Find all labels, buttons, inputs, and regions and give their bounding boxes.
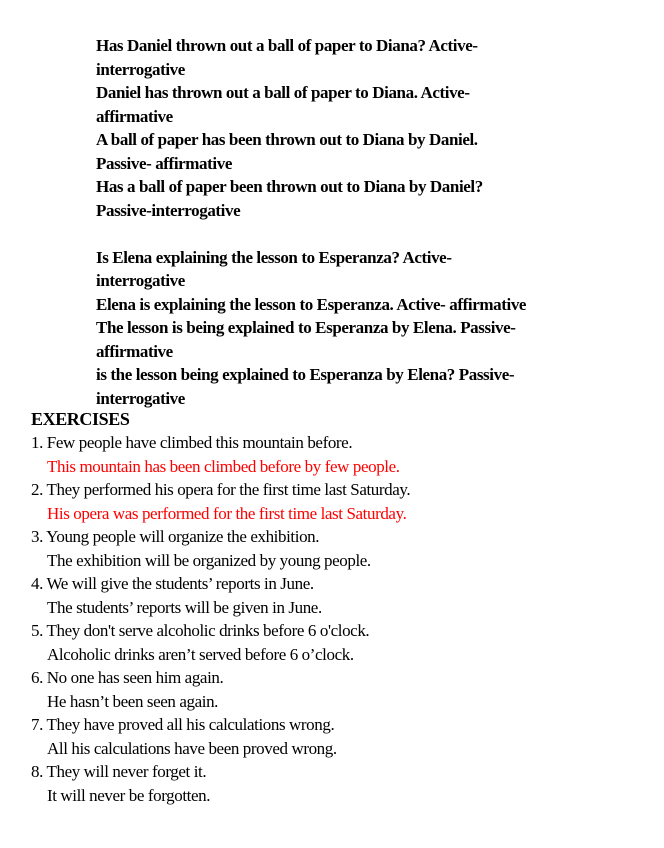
- example-line: interrogative: [96, 271, 185, 290]
- example-line: Passive-interrogative: [96, 200, 241, 220]
- exercise-question: 8. They will never forget it.: [31, 762, 207, 781]
- exercise-item: [31, 619, 651, 666]
- example-line: affirmative: [96, 106, 173, 126]
- exercise-question: 7. They have proved all his calculations wrong.: [31, 715, 335, 734]
- exercises-heading: EXERCISES: [31, 409, 130, 429]
- exercise-question: 4. We will give the students’ reports in June.: [31, 574, 314, 593]
- example-line: Passive- affirmative: [96, 153, 232, 173]
- example-group: [96, 34, 656, 222]
- exercise-question: 1. Few people have climbed this mountain before.: [31, 433, 353, 452]
- exercise-question: 6. No one has seen him again.: [31, 668, 224, 687]
- example-line: Has Daniel thrown out a ball of paper to Diana? Active-: [96, 36, 478, 55]
- example-line: interrogative: [96, 59, 185, 79]
- blank-line: [96, 222, 656, 246]
- exercise-item: [31, 760, 651, 807]
- exercise-item: [31, 713, 651, 760]
- example-group: [96, 246, 656, 411]
- exercise-question: 2. They performed his opera for the first time last Saturday.: [31, 480, 411, 499]
- exercise-question: 5. They don't serve alcoholic drinks before 6 o'clock.: [31, 621, 370, 640]
- exercise-question: 3. Young people will organize the exhibition.: [31, 527, 320, 546]
- exercise-answer: This mountain has been climbed before by few people.: [47, 456, 400, 476]
- example-line: Elena is explaining the lesson to Esperanza. Active- affirmative: [96, 294, 527, 314]
- exercise-item: [31, 666, 651, 713]
- example-line: Daniel has thrown out a ball of paper to Diana. Active-: [96, 83, 470, 102]
- example-line: affirmative: [96, 341, 173, 361]
- example-line: is the lesson being explained to Esperanza by Elena? Passive-: [96, 365, 515, 384]
- exercise-answer: All his calculations have been proved wrong.: [47, 738, 337, 758]
- exercise-answer: It will never be forgotten.: [47, 785, 211, 805]
- exercise-item: [31, 525, 651, 572]
- exercise-item: [31, 431, 651, 478]
- example-line: A ball of paper has been thrown out to Diana by Daniel.: [96, 130, 478, 149]
- exercise-answer: He hasn’t been seen again.: [47, 691, 219, 711]
- exercise-item: [31, 478, 651, 525]
- example-line: The lesson is being explained to Esperanza by Elena. Passive-: [96, 318, 516, 337]
- exercises-section: [31, 407, 651, 807]
- exercise-answer: His opera was performed for the first time last Saturday.: [47, 503, 407, 523]
- example-line: Is Elena explaining the lesson to Esperanza? Active-: [96, 247, 452, 267]
- voice-examples: [96, 34, 656, 410]
- exercise-answer: The students’ reports will be given in June.: [47, 597, 322, 617]
- exercise-answer: Alcoholic drinks aren’t served before 6 o’clock.: [47, 644, 354, 664]
- exercise-answer: The exhibition will be organized by young people.: [47, 550, 371, 570]
- example-line: interrogative: [96, 388, 185, 408]
- exercise-item: [31, 572, 651, 619]
- example-line: Has a ball of paper been thrown out to Diana by Daniel?: [96, 177, 483, 196]
